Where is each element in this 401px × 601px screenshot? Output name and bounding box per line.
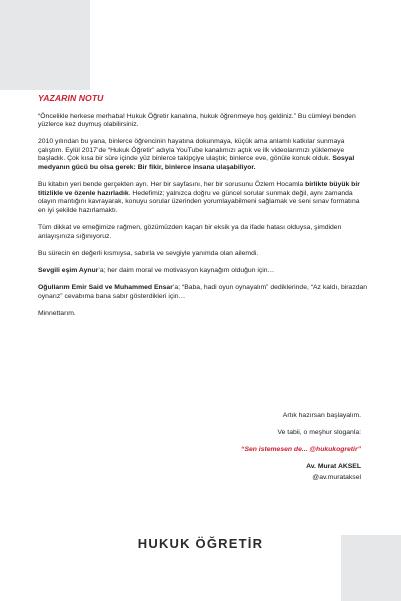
paragraph-sons: [38, 284, 368, 301]
history-text: 2010 yılından bu yana, binlerce öğrencinin hayatına dokunmaya, küçük ama anlamlı katkılar sunmaya çalıştım. Eylül 2017’de “Hukuk Öğretir” adıyla YouTube kanalımızı açtık ve ilk videolarımızı yüklemeye başladık. Çok kısa bir süre içinde yüz binlerce takipçiye ulaştık; binlerce eve, gönüle konuk olduk.: [38, 138, 345, 163]
closing-line-1: Artık hazırsan başlayalım.: [282, 412, 361, 419]
paragraph-wife: [38, 267, 368, 276]
signature-name: Av. Murat AKSEL: [306, 463, 361, 471]
paragraph-book: [38, 181, 368, 215]
sons-names: Oğullarım Emir Said ve Muhammed Ensar: [38, 283, 173, 291]
closing-line-2: Ve tabii, o meşhur sloganla:: [277, 429, 361, 437]
paragraph-thanks: Minnettarım.: [38, 309, 76, 317]
wife-name: Sevgili eşim Aynur: [38, 266, 99, 274]
wife-text: ’a; her daim moral ve motivasyon kaynağım olduğun için…: [98, 266, 275, 274]
book-text-start: Bu kitabın yeri bende gerçekten ayrı. Her bir sayfasını, her bir sorusunu Özlem Hocamla: [38, 181, 306, 189]
author-note: [38, 94, 368, 327]
decorative-corner-top-left: [0, 0, 90, 90]
sons-text: ’a; “Baba, hadi oyun oynayalım” dediklerinde, “Az kaldı, birazdan oynarız” cevabıma bana sabır gösterdikleri için…: [38, 283, 368, 300]
paragraph-history: [38, 138, 368, 172]
signature-handle: @av.murataksel: [312, 473, 361, 481]
paragraph-greeting: “Öncelikle herkese merhaba! Hukuk Öğretir kanalına, hukuk öğrenmeye hoş geldiniz.” Bu cümleyi benden yüzlerce kez duymuş olabilirsiniz.: [38, 112, 356, 129]
book-text-end: . Hedefimiz; yalnızca doğru ve güncel sorular sunmak değil, aynı zamanda olayın mantığını kavrayarak, konuyu sorular üzerinden yorumlayabilmeni sağlamak ve seni sınav formatına en iyi şekilde hazırlamaktı.: [38, 189, 360, 214]
slogan: “Sen istemesen de... @hukukogretir”: [241, 446, 361, 454]
page-title: YAZARIN NOTU: [38, 93, 104, 103]
paragraph-family: Bu sürecin en değerli kısmıysa, sabırla ve sevgiyle yanımda olan ailemdi.: [38, 249, 259, 257]
history-bold-text: Sosyal medyanın gücü bu olsa gerek: Bir fikir, binlerce insana ulaşabiliyor.: [38, 155, 355, 172]
paragraph-apology: Tüm dikkat ve emeğimize rağmen, gözümüzden kaçan bir eksik ya da ifade hatası olduysa, şimdiden anlayışınıza sığınıyoruz.: [38, 224, 342, 240]
book-bold-text: birlikte büyük bir titizlikle ve özenle hazırladık: [38, 181, 360, 197]
brand-logo: HUKUK ÖĞRETİR: [137, 536, 264, 551]
closing-block: [101, 412, 361, 482]
